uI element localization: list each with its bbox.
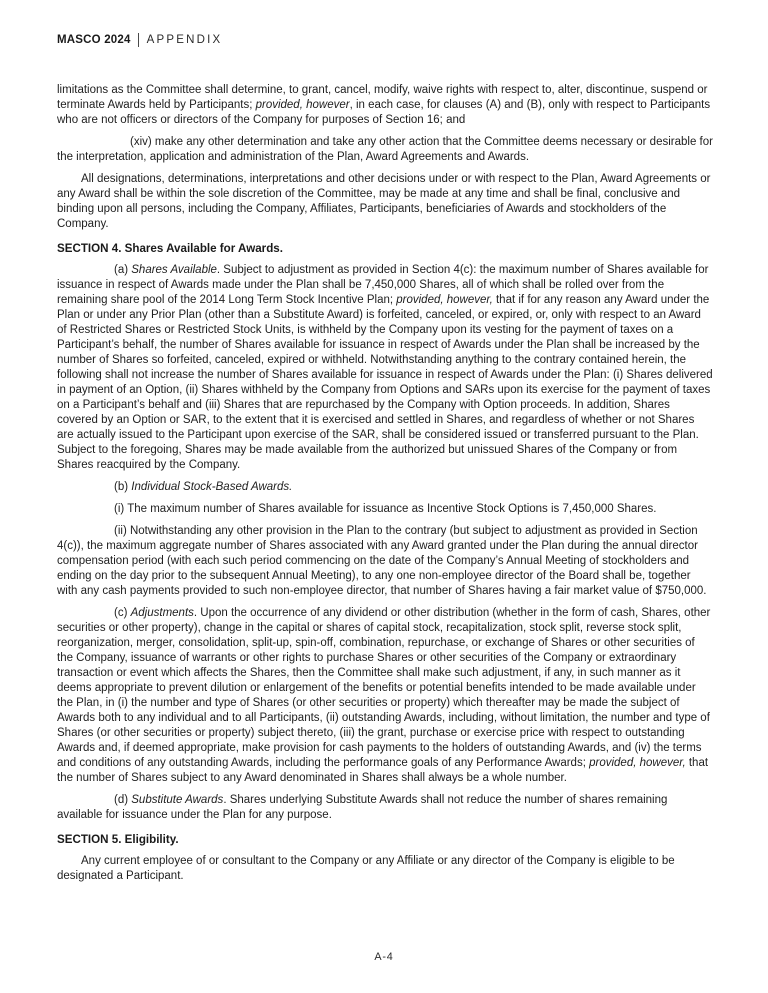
paragraph — [57, 606, 713, 786]
page-header — [57, 33, 222, 47]
text-run: (i) The maximum number of Shares available for issuance as Incentive Stock Options is 7,450,000 Shares. — [114, 503, 657, 515]
text-run: (xiv) make any other determination and take any other action that the Committee deems necessary or desirable for the interpretation, application and administration of the Plan, Award Agreements and Awards. — [57, 136, 713, 163]
text-run: (c) — [114, 607, 131, 619]
text-run: Shares Available — [131, 264, 217, 276]
text-run: (d) — [114, 794, 132, 806]
text-run: limitations as the Committee shall determine, to grant, cancel, modify, waive rights with respect to, alter, discontinue, suspend or terminate Awards held by Participants; — [57, 84, 708, 111]
paragraph — [57, 524, 713, 599]
text-run: provided, however, — [589, 757, 686, 769]
text-run: provided, however, — [396, 294, 493, 306]
paragraph — [57, 263, 713, 473]
text-run: SECTION 4. Shares Available for Awards. — [57, 242, 283, 255]
paragraph — [57, 502, 713, 517]
paragraph — [57, 135, 713, 165]
paragraph — [57, 854, 713, 884]
paragraph — [57, 793, 713, 823]
text-run: Adjustments — [130, 607, 194, 619]
paragraph — [57, 83, 713, 128]
section-heading — [57, 832, 713, 847]
text-run: All designations, determinations, interpretations and other decisions under or with respect to the Plan, Award Agreements or any Award shall be within the sole discretion of the Committee, may be made at any time and shall be final, conclusive and binding upon all persons, including the Company, Affiliates, Participants, beneficiaries of Awards and stockholders of the Company. — [57, 173, 711, 230]
text-run: that the number of Shares subject to any Award denominated in Shares shall always be a whole number. — [57, 757, 709, 784]
text-run: that if for any reason any Award under the Plan or under any Prior Plan (other than a Substitute Award) is forfeited, canceled, or expired, or, only with respect to an Award of Restricted Shares or Restricted Stock Units, is withheld by the Company upon its vesting for the payment of taxes on a Participant’s behalf, the number of Shares available for issuance in respect of Awards under the Plan shall be increased by the number of Shares so forfeited, canceled, expired or withheld. Notwithstanding anything to the contrary contained herein, the following shall not increase the number of Shares available for issuance in respect of Awards under the Plan: (i) Shares delivered in payment of an Option, (ii) Shares withheld by the Company from Options and SARs upon its exercise for the payment of taxes on a Participant’s behalf and (iii) Shares that are repurchased by the Company with Option proceeds. In addition, Shares covered by an Option or SAR, to the extent that it is exercised and settled in Shares, and regardless of whether or not Shares are actually issued to the Participant upon exercise of the SAR, shall be considered issued or transferred pursuant to the Plan. Subject to the foregoing, Shares may be made available from the authorized but unissued Shares of the Company or from Shares reacquired by the Company. — [57, 294, 713, 471]
text-run: Substitute Awards — [131, 794, 224, 806]
text-run: (b) — [114, 481, 132, 493]
text-run: . Subject to adjustment as provided in Section 4(c): the maximum number of Shares available for issuance in respect of Awards made under the Plan shall be 7,450,000 Shares, all of which shall be rolled over from the remaining share pool of the 2014 Long Term Stock Incentive Plan; — [57, 264, 709, 306]
text-run: provided, however — [255, 99, 350, 111]
text-run: . Upon the occurrence of any dividend or other distribution (whether in the form of cash, Shares, other securities or other property), change in the capital or shares of capital stock, recapitalization, stock split, reverse stock split, reorganization, merger, consolidation, split-up, spin-off, combination, repurchase, or exchange of Shares or other securities of the Company, issuance of warrants or other rights to purchase Shares or other securities of the Company or extraordinary transaction or event which affects the Shares, then the Committee shall make such adjustment, if any, in such manner as it deems appropriate to prevent dilution or enlargement of the benefits or potential benefits intended to be made available under the Plan, in (i) the number and type of Shares (or other securities or property) which thereafter may be made the subject of Awards both to any individual and to all Participants, (ii) outstanding Awards, including, without limitation, the number and type of Shares (or other securities or property) subject thereto, (iii) the grant, purchase or exercise price with respect to outstanding Awards and, if deemed appropriate, make provision for cash payments to the holders of outstanding Awards, and (iv) the terms and conditions of any outstanding Awards, including the performance goals of any Performance Awards; — [57, 607, 711, 769]
header-divider — [138, 33, 139, 47]
page-number: A-4 — [374, 951, 394, 963]
header-section-label: APPENDIX — [146, 34, 223, 46]
text-run: Any current employee of or consultant to the Company or any Affiliate or any director of the Company is eligible to be designated a Participant. — [57, 855, 675, 882]
document-body — [57, 83, 713, 891]
paragraph — [57, 480, 713, 495]
page-footer — [0, 947, 768, 965]
paragraph — [57, 172, 713, 232]
section-heading — [57, 241, 713, 256]
text-run: (a) — [114, 264, 132, 276]
text-run: (ii) Notwithstanding any other provision in the Plan to the contrary (but subject to adjustment as provided in Section 4(c)), the maximum aggregate number of Shares associated with any Award granted under the Plan during the annual director compensation period (with each such period commencing on the date of the Company’s Annual Meeting of stockholders and ending on the day prior to the subsequent Annual Meeting), to any one non-employee director of the Board shall be, together with any cash payments provided to such non-employee director, that number of Shares having a fair market value of $750,000. — [57, 525, 707, 597]
text-run: SECTION 5. Eligibility. — [57, 833, 179, 846]
brand-label: MASCO 2024 — [57, 34, 131, 46]
text-run: . Shares underlying Substitute Awards shall not reduce the number of shares remaining available for issuance under the Plan for any purpose. — [57, 794, 668, 821]
text-run: , in each case, for clauses (A) and (B), only with respect to Participants who are not officers or directors of the Company for purposes of Section 16; and — [57, 99, 711, 126]
text-run: Individual Stock-Based Awards. — [131, 481, 293, 493]
